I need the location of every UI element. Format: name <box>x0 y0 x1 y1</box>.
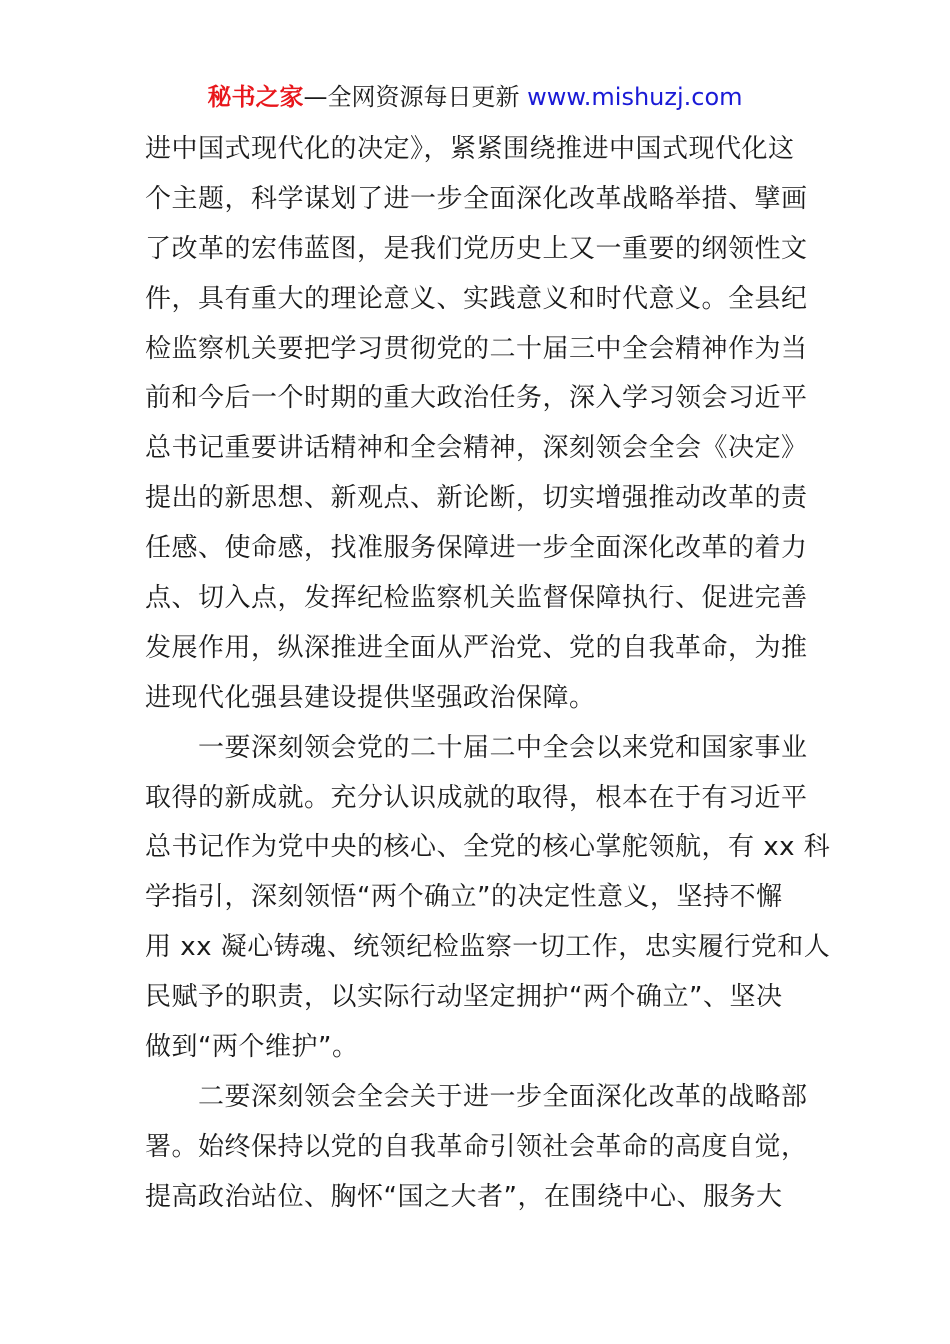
site-brand: 秘书之家 <box>207 83 304 111</box>
text-line: 前和今后一个时期的重大政治任务，深入学习领会习近平 <box>145 383 808 414</box>
text-line: 总书记作为党中央的核心、全党的核心掌舵领航，有 xx 科 <box>145 832 831 863</box>
text-line: 进中国式现代化的决定》，紧紧围绕推进中国式现代化这 <box>145 134 795 164</box>
document-body <box>145 125 831 1223</box>
text-line: 署。始终保持以党的自我革命引领社会革命的高度自觉， <box>145 1131 808 1162</box>
text-line: 发展作用，纵深推进全面从严治党、党的自我革命，为推 <box>145 632 808 663</box>
paragraph-start-line: 一要深刻领会党的二十届二中全会以来党和国家事业 <box>198 732 808 763</box>
text-line: 了改革的宏伟蓝图，是我们党历史上又一重要的纲领性文 <box>145 233 808 264</box>
text-line: 提出的新思想、新观点、新论断，切实增强推动改革的责 <box>145 483 808 514</box>
site-header <box>0 80 950 114</box>
text-line: 进现代化强县建设提供坚强政治保障。 <box>145 682 596 713</box>
text-line: 个主题，科学谋划了进一步全面深化改革战略举措、擘画 <box>145 183 808 214</box>
text-line: 提高政治站位、胸怀“国之大者”，在围绕中心、服务大 <box>145 1181 783 1212</box>
text-line: 学指引，深刻领悟“两个确立”的决定性意义，坚持不懈 <box>145 882 783 913</box>
text-line: 做到“两个维护”。 <box>145 1032 359 1063</box>
site-tagline: —全网资源每日更新 <box>303 83 528 111</box>
text-line: 民赋予的职责，以实际行动坚定拥护“两个确立”、坚决 <box>145 982 783 1013</box>
text-line: 件，具有重大的理论意义、实践意义和时代意义。全县纪 <box>145 283 808 314</box>
text-line: 任感、使命感，找准服务保障进一步全面深化改革的着力 <box>145 533 808 564</box>
paragraph-start-line: 二要深刻领会全会关于进一步全面深化改革的战略部 <box>198 1081 808 1112</box>
text-line: 检监察机关要把学习贯彻党的二十届三中全会精神作为当 <box>145 333 808 364</box>
text-line: 用 xx 凝心铸魂、统领纪检监察一切工作，忠实履行党和人 <box>145 932 831 963</box>
site-url-link[interactable]: www.mishuzj.com <box>527 83 743 111</box>
text-line: 点、切入点，发挥纪检监察机关监督保障执行、促进完善 <box>145 583 808 614</box>
text-line: 总书记重要讲话精神和全会精神，深刻领会全会《决定》 <box>145 433 808 464</box>
text-line: 取得的新成就。充分认识成就的取得，根本在于有习近平 <box>145 782 808 813</box>
